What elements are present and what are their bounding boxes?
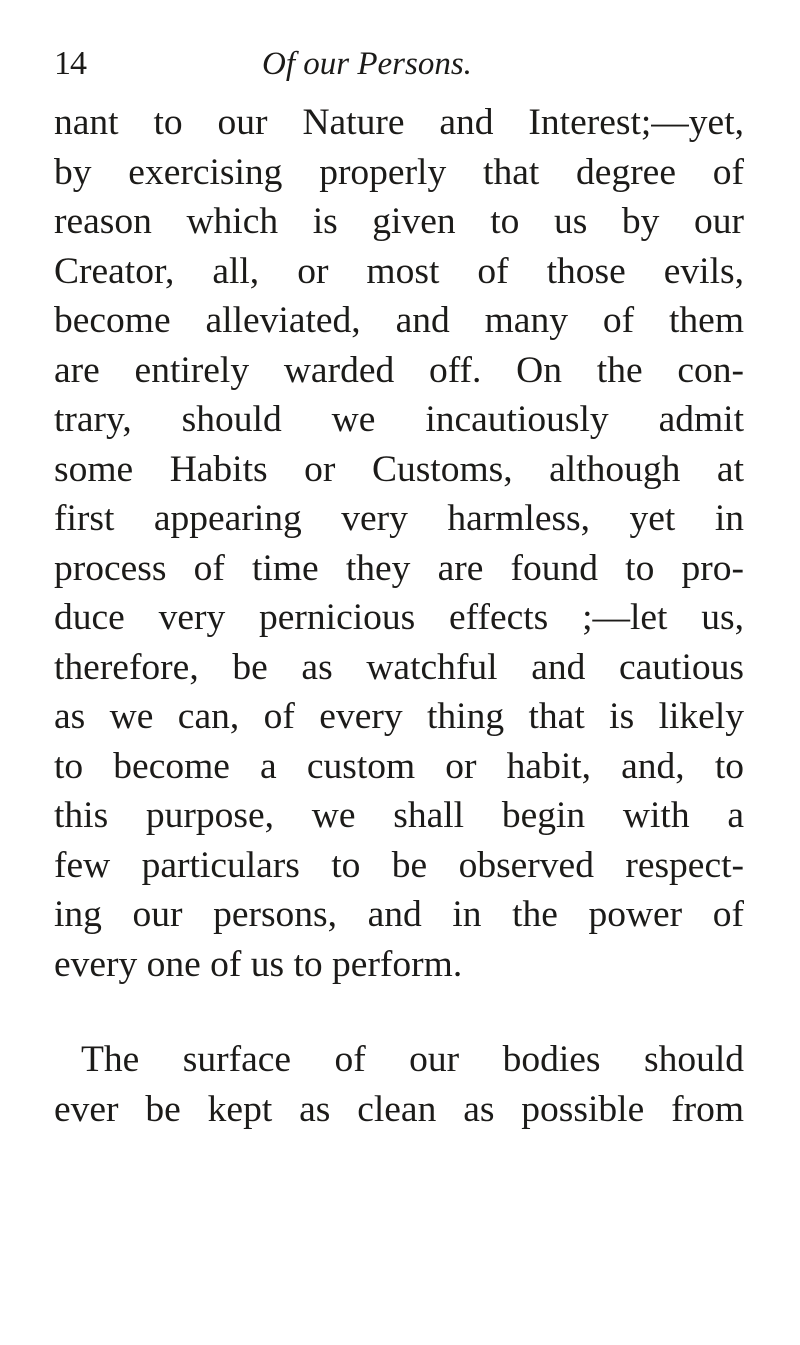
text-line: process of time they are found to pro- bbox=[54, 547, 744, 589]
running-title: Of our Persons. bbox=[262, 46, 472, 82]
text-line: this purpose, we shall begin with a bbox=[54, 795, 744, 836]
text-line: The surface of our bodies should bbox=[81, 1039, 744, 1080]
text-line: are entirely warded off. On the con- bbox=[54, 349, 744, 391]
body-text bbox=[54, 98, 744, 1134]
paragraph-2 bbox=[54, 1035, 744, 1134]
text-line: ever be kept as clean as possible from bbox=[54, 1088, 744, 1130]
text-line: few particulars to be observed respect- bbox=[54, 844, 744, 886]
text-line: become alleviated, and many of them bbox=[54, 300, 744, 341]
page-number: 14 bbox=[54, 45, 86, 82]
text-line: to become a custom or habit, and, to bbox=[54, 745, 744, 787]
text-line: ing our persons, and in the power of bbox=[54, 894, 744, 935]
text-line: Creator, all, or most of those evils, bbox=[54, 250, 744, 292]
text-line: therefore, be as watchful and cautious bbox=[54, 646, 744, 688]
text-line: first appearing very harmless, yet in bbox=[54, 498, 744, 539]
running-head bbox=[54, 42, 754, 86]
text-line: by exercising properly that degree of bbox=[54, 151, 744, 193]
text-line: trary, should we incautiously admit bbox=[54, 399, 744, 440]
text-line: nant to our Nature and Interest;—yet, bbox=[54, 102, 744, 143]
text-line: some Habits or Customs, although at bbox=[54, 448, 744, 490]
paragraph-break bbox=[54, 989, 744, 1035]
text-line: reason which is given to us by our bbox=[54, 201, 744, 242]
paragraph-1 bbox=[54, 98, 744, 989]
text-line: duce very pernicious effects ;—let us, bbox=[54, 597, 744, 638]
text-line: every one of us to perform. bbox=[54, 943, 463, 985]
text-line: as we can, of every thing that is likely bbox=[54, 696, 744, 737]
